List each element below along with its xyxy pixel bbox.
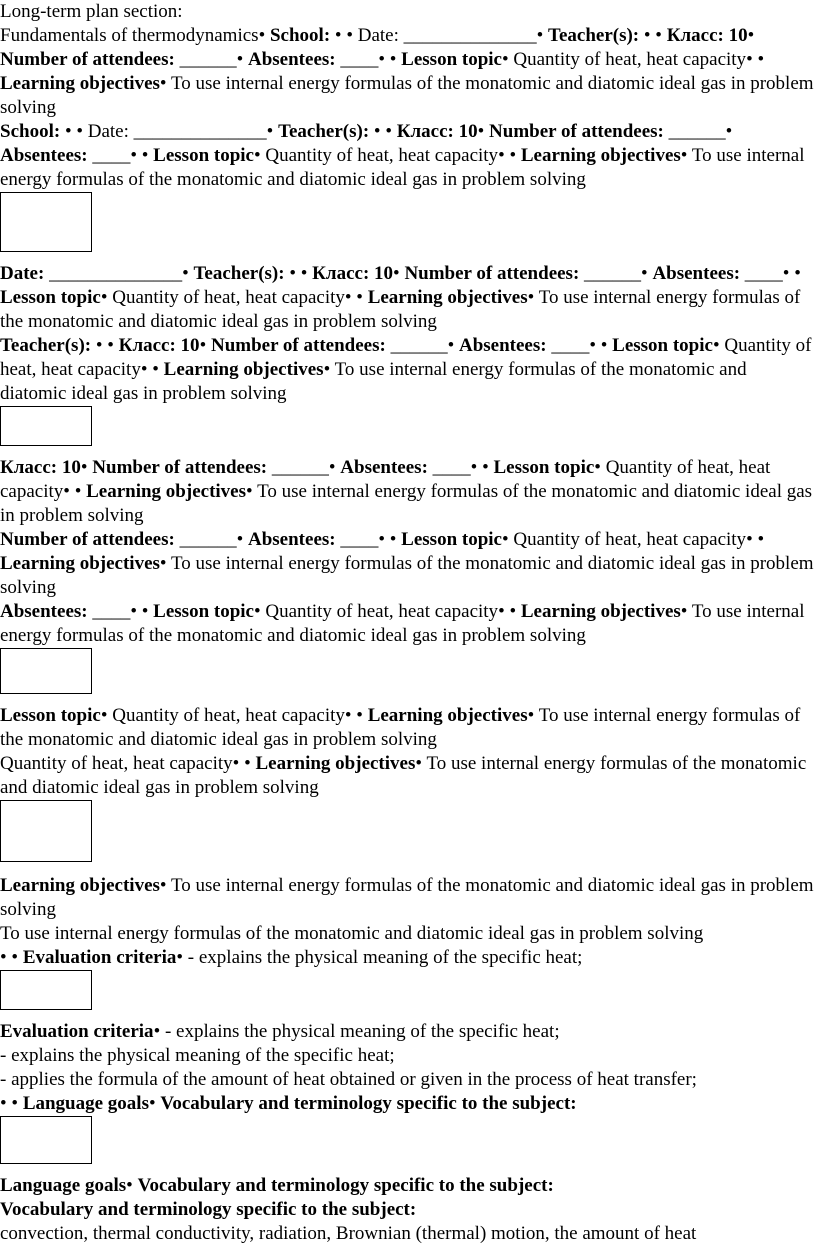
blank: ______________ [403, 25, 537, 46]
text: To use internal energy formulas of the monatomic and diatomic ideal gas in problem solving [0, 923, 704, 944]
text: - explains the physical meaning of the specific heat; [0, 1045, 395, 1066]
bullet: • [64, 121, 72, 142]
text: Learning objectives [520, 601, 681, 622]
text: convection, thermal conductivity, radiation, Brownian (thermal) motion, the amount of heat [0, 1223, 697, 1244]
text: To use internal energy formulas of the monatomic and diatomic ideal gas in problem solving [0, 287, 801, 332]
text: Teacher(s): [548, 25, 640, 46]
text: Quantity of heat, heat capacity [265, 145, 499, 166]
bullet: • [236, 49, 244, 70]
bullet: • [502, 49, 509, 70]
text: Teacher(s): [278, 121, 370, 142]
text: Класс: 10 [118, 335, 200, 356]
bullet: • [334, 25, 342, 46]
text: Learning objectives [163, 359, 324, 380]
bullet: • [782, 263, 790, 284]
text: Absentees: [0, 145, 88, 166]
bullet: • [152, 359, 159, 380]
text: Quantity of heat, heat capacity [0, 335, 812, 380]
text: To use internal energy formulas of the monatomic and diatomic ideal gas in problem solving [0, 705, 801, 750]
text: Learning objectives [367, 705, 528, 726]
text: Learning objectives [86, 481, 247, 502]
blank: ____ [340, 529, 379, 550]
bullet: • [130, 601, 138, 622]
text: Класс: 10 [396, 121, 478, 142]
text: Quantity of heat, heat capacity [0, 457, 771, 502]
text: Lesson topic [612, 335, 713, 356]
blank: ____ [340, 49, 379, 70]
paragraph-13 [0, 1044, 814, 1116]
paragraph-3 [0, 262, 814, 334]
bullet: • [246, 481, 253, 502]
bullet: • [498, 145, 505, 166]
paragraph-9 [0, 752, 814, 800]
bullet: • [74, 481, 82, 502]
bullet: • [393, 263, 400, 284]
bullet: • [794, 263, 801, 284]
paragraph-8 [0, 704, 814, 752]
text: Absentees: [340, 457, 428, 478]
bullet: • [509, 145, 517, 166]
text: Date: [0, 263, 45, 284]
bullet: • [141, 145, 149, 166]
bullet: • [725, 121, 733, 142]
text: Date: [87, 121, 129, 142]
bullet: • [140, 359, 148, 380]
blank: ______ [668, 121, 726, 142]
bullet: • [76, 121, 83, 142]
bullet: • [159, 553, 167, 574]
text: - applies the formula of the amount of heat obtained or given in the process of heat transfer; [0, 1069, 697, 1090]
text: Learning objectives [0, 73, 160, 94]
bullet: • [680, 601, 688, 622]
bullet: • [589, 335, 596, 356]
blank: ____ [92, 601, 131, 622]
bullet: • [712, 335, 720, 356]
paragraph-2 [0, 120, 814, 192]
text: Lesson topic [0, 287, 101, 308]
blank: ____ [432, 457, 471, 478]
bullet: • [0, 947, 7, 968]
bullet: • [527, 705, 535, 726]
bullet: • [266, 121, 274, 142]
text: Lesson topic [0, 705, 101, 726]
text: Number of attendees: [210, 335, 386, 356]
text: School: [0, 121, 61, 142]
bullet: • [63, 481, 70, 502]
paragraph-14 [0, 1174, 814, 1198]
bullet: • [594, 457, 601, 478]
bullet: • [344, 287, 352, 308]
text: Vocabulary and terminology specific to the subject: [137, 1175, 554, 1196]
bullet: • [148, 1093, 156, 1114]
bullet: • [356, 287, 363, 308]
text: Language goals [22, 1093, 149, 1114]
text: Lesson topic [153, 601, 254, 622]
text: Quantity of heat, heat capacity [0, 753, 233, 774]
empty-box [0, 648, 92, 694]
bullet: • [536, 25, 544, 46]
bullet: • [100, 287, 108, 308]
paragraph-4 [0, 334, 814, 406]
text: Fundamentals of thermodynamics [0, 25, 259, 46]
text: Lesson topic [401, 529, 502, 550]
bullet: • [159, 875, 167, 896]
text: To use internal energy formulas of the monatomic and diatomic ideal gas in problem solving [0, 481, 813, 526]
bullet: • [655, 25, 662, 46]
bullet: • [757, 49, 765, 70]
bullet: • [498, 601, 505, 622]
paragraph-12 [0, 1020, 814, 1044]
bullet: • [182, 263, 189, 284]
bullet: • [153, 1021, 161, 1042]
text: Number of attendees: [489, 121, 664, 142]
text: Absentees: [0, 601, 88, 622]
text: To use internal energy formulas of the monatomic and diatomic ideal gas in problem solving [0, 753, 807, 798]
blank: ______________ [133, 121, 267, 142]
bullet: • [323, 359, 331, 380]
bullet: • [527, 287, 535, 308]
bullet: • [757, 529, 765, 550]
text: Long-term plan section: [0, 1, 183, 22]
empty-box [0, 970, 92, 1010]
bullet: • [95, 335, 103, 356]
bullet: • [470, 457, 478, 478]
text: Teacher(s): [193, 263, 285, 284]
blank: ______ [179, 49, 237, 70]
bullet: • [244, 753, 251, 774]
bullet: • [346, 25, 353, 46]
text: Lesson topic [401, 49, 502, 70]
bullet: • [373, 121, 381, 142]
empty-box [0, 1116, 92, 1164]
paragraph-5 [0, 456, 814, 528]
text: Quantity of heat, heat capacity [112, 705, 345, 726]
text: Класс: 10 [312, 263, 394, 284]
bullet: • [680, 145, 688, 166]
text: Number of attendees: [0, 49, 175, 70]
blank: ____ [551, 335, 590, 356]
bullet: • [232, 753, 240, 774]
text: School: [269, 25, 331, 46]
text: Quantity of heat, heat capacity [513, 529, 747, 550]
text: Absentees: [458, 335, 547, 356]
bullet: • [300, 263, 308, 284]
bullet: • [0, 1093, 7, 1114]
bullet: • [107, 335, 114, 356]
empty-box [0, 800, 92, 862]
bullet: • [415, 753, 423, 774]
text: Quantity of heat, heat capacity [265, 601, 499, 622]
text: Number of attendees: [92, 457, 268, 478]
bullet: • [746, 49, 753, 70]
blank: ____ [744, 263, 783, 284]
bullet: • [356, 705, 363, 726]
bullet: • [328, 457, 336, 478]
text: Evaluation criteria [0, 1021, 154, 1042]
blank: ______ [271, 457, 329, 478]
bullet: • [141, 601, 149, 622]
blank: ______ [390, 335, 448, 356]
blank: ____ [92, 145, 131, 166]
bullet: • [176, 947, 184, 968]
bullet: • [502, 529, 509, 550]
paragraph-15 [0, 1198, 814, 1246]
text: To use internal energy formulas of the monatomic and diatomic ideal gas in problem solving [0, 875, 814, 920]
paragraph-6 [0, 528, 814, 600]
text: To use internal energy formulas of the monatomic and diatomic ideal gas in problem solving [0, 145, 805, 190]
bullet: • [258, 25, 266, 46]
bullet: • [643, 25, 651, 46]
text: Learning objectives [255, 753, 416, 774]
bullet: • [254, 145, 261, 166]
blank: ______________ [49, 263, 183, 284]
text: Absentees: [652, 263, 741, 284]
bullet: • [130, 145, 138, 166]
text: Teacher(s): [0, 335, 92, 356]
text: To use internal energy formulas of the monatomic and diatomic ideal gas in problem solving [0, 553, 814, 598]
text: Класс: 10 [666, 25, 748, 46]
bullet: • [126, 1175, 133, 1196]
text: Number of attendees: [404, 263, 580, 284]
text: Learning objectives [520, 145, 681, 166]
bullet: • [509, 601, 517, 622]
text: Language goals [0, 1175, 127, 1196]
bullet: • [378, 49, 386, 70]
bullet: • [389, 529, 397, 550]
paragraph-1 [0, 0, 814, 120]
bullet: • [80, 457, 88, 478]
bullet: • [159, 73, 167, 94]
bullet: • [344, 705, 352, 726]
text: - explains the physical meaning of the specific heat; [164, 1021, 560, 1042]
paragraph-10 [0, 874, 814, 922]
text: Lesson topic [493, 457, 595, 478]
bullet: • [100, 705, 108, 726]
paragraph-7 [0, 600, 814, 648]
bullet: • [289, 263, 296, 284]
text: Absentees: [248, 529, 336, 550]
bullet: • [11, 1093, 19, 1114]
text: Класс: 10 [0, 457, 81, 478]
bullet: • [747, 25, 755, 46]
text: Quantity of heat, heat capacity [112, 287, 345, 308]
bullet: • [482, 457, 489, 478]
bullet: • [641, 263, 648, 284]
bullet: • [385, 121, 392, 142]
text: To use internal energy formulas of the monatomic and diatomic ideal gas in problem solving [0, 73, 814, 118]
text: Vocabulary and terminology specific to the subject: [0, 1199, 417, 1220]
bullet: • [477, 121, 485, 142]
bullet: • [447, 335, 455, 356]
bullet: • [746, 529, 753, 550]
bullet: • [389, 49, 397, 70]
blank: ______ [179, 529, 237, 550]
blank: ______ [584, 263, 642, 284]
text: Vocabulary and terminology specific to the subject: [160, 1093, 577, 1114]
text: Number of attendees: [0, 529, 175, 550]
empty-box [0, 192, 92, 252]
paragraph-11 [0, 922, 814, 970]
text: - explains the physical meaning of the specific heat; [187, 947, 583, 968]
text: Absentees: [248, 49, 336, 70]
text: Quantity of heat, heat capacity [513, 49, 747, 70]
text: Date: [357, 25, 399, 46]
bullet: • [600, 335, 608, 356]
bullet: • [378, 529, 386, 550]
bullet: • [254, 601, 261, 622]
text: Learning objectives [0, 875, 160, 896]
text: To use internal energy formulas of the monatomic and diatomic ideal gas in problem solving [0, 359, 747, 404]
text: Learning objectives [0, 553, 160, 574]
text: Evaluation criteria [22, 947, 177, 968]
bullet: • [11, 947, 19, 968]
text: Lesson topic [153, 145, 254, 166]
empty-box [0, 406, 92, 446]
text: To use internal energy formulas of the monatomic and diatomic ideal gas in problem solving [0, 601, 805, 646]
text: Learning objectives [367, 287, 528, 308]
bullet: • [199, 335, 207, 356]
bullet: • [236, 529, 244, 550]
